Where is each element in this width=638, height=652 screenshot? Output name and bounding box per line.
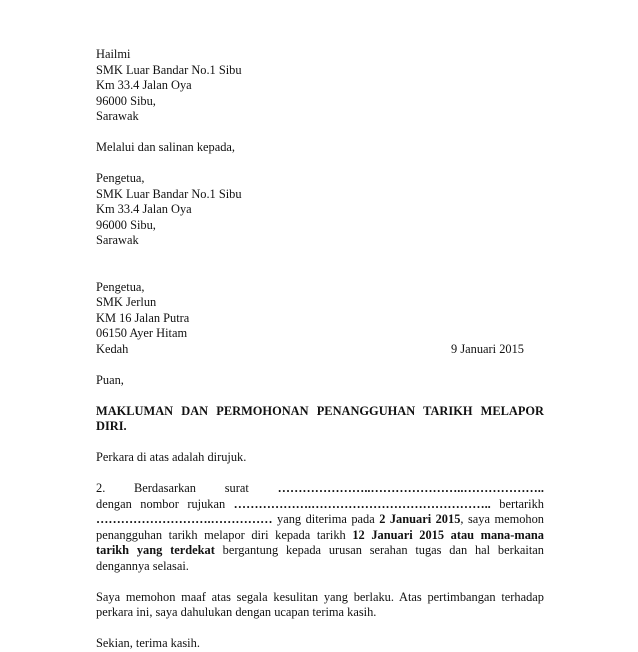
via-title: Pengetua, <box>96 171 145 185</box>
recipient-street: KM 16 Jalan Putra <box>96 310 190 325</box>
closing-line: Sekian, terima kasih. <box>96 636 200 650</box>
recipient-school: SMK Jerlun <box>96 295 157 309</box>
ref-number-placeholder: ……………….…………………………………….. <box>233 496 491 511</box>
paragraph-2 <box>96 481 544 574</box>
dated-placeholder: ……………………….…………… <box>96 512 273 526</box>
paragraph-2-body <box>96 497 544 575</box>
via-street: Km 33.4 Jalan Oya <box>96 202 192 216</box>
sender-state: Sarawak <box>96 109 139 123</box>
sender-address <box>96 47 544 125</box>
sender-school: SMK Luar Bandar No.1 Sibu <box>96 62 242 77</box>
sender-postcode-city: 96000 Sibu, <box>96 93 156 108</box>
recipient-state: Kedah <box>96 341 129 356</box>
via-line: Melalui dan salinan kepada, <box>96 140 236 154</box>
sender-name: Hailmi <box>96 47 131 61</box>
letter-ref-placeholder: …………………..…………………..……………….. <box>277 481 544 495</box>
reference-line: Perkara di atas adalah dirujuk. <box>96 450 247 464</box>
paragraph-3: Saya memohon maaf atas segala kesulitan yang berlaku. Atas pertimbangan terhadap perkara ini, saya dahulukan dengan ucapan terima kasih. <box>96 589 544 619</box>
salutation: Puan, <box>96 372 124 387</box>
paragraph-text: dengan nombor rujukan <box>96 496 234 511</box>
letter-page <box>96 47 544 652</box>
subject-heading: MAKLUMAN DAN PERMOHONAN PENANGGUHAN TARIKH MELAPOR DIRI. <box>96 403 544 433</box>
sender-street: Km 33.4 Jalan Oya <box>96 78 192 92</box>
via-school: SMK Luar Bandar No.1 Sibu <box>96 186 242 201</box>
date-received: 2 Januari 2015 <box>379 512 461 526</box>
paragraph-word: Berdasarkan <box>134 481 196 495</box>
paragraph-text: bertarikh <box>490 496 544 511</box>
recipient-postcode-city: 06150 Ayer Hitam <box>96 326 188 340</box>
paragraph-text: yang diterima pada <box>272 512 380 526</box>
state-date-row <box>96 342 524 358</box>
paragraph-number: 2. <box>96 481 106 495</box>
paragraph-text: , saya memohon penangguhan tarikh melapor diri kepada tarikh <box>96 512 544 542</box>
letter-date: 9 Januari 2015 <box>451 341 524 356</box>
recipient-address <box>96 280 544 358</box>
via-state: Sarawak <box>96 233 139 247</box>
recipient-title: Pengetua, <box>96 279 145 294</box>
paragraph-2-first-line <box>96 481 544 497</box>
date-requested: 12 Januari 2015 atau mana-mana tarikh yang terdekat <box>96 527 544 557</box>
via-address <box>96 171 544 249</box>
via-postcode-city: 96000 Sibu, <box>96 217 156 232</box>
paragraph-word: surat <box>224 481 249 495</box>
paragraph-text: bergantung kepada urusan serahan tugas dan hal berkaitan dengannya selasai. <box>96 543 545 573</box>
